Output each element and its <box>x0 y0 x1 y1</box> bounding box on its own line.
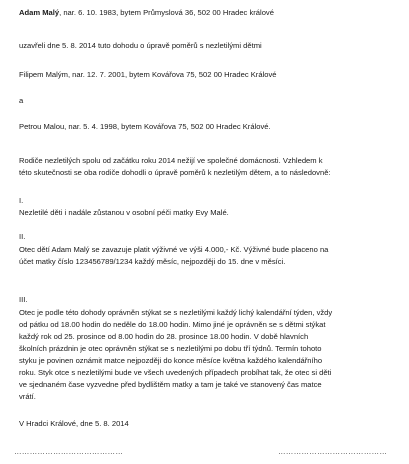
party-adam-line <box>19 8 274 18</box>
section-2-text: Otec dětí Adam Malý se zavazuje platit výživné ve výši 4.000,- Kč. Výživné bude placeno na <box>19 245 329 254</box>
section-3-text: od pátku od 18.00 hodin do neděle do 18.00 hodin. Mimo jiné je oprávněn se s dětmi stýkat <box>19 320 326 329</box>
child-petra-line: Petrou Malou, nar. 5. 4. 1998, bytem Kovářova 75, 502 00 Hradec Králové. <box>19 122 271 131</box>
party-adam-details: , nar. 6. 10. 1983, bytem Průmyslová 36, 502 00 Hradec králové <box>59 8 274 17</box>
section-3-text: roku. Styk otce s nezletilými bude ve všech uvedených případech probíhat tak, že otec si děti <box>19 368 332 377</box>
section-2-text: účet matky číslo 123456789/1234 každý měsíc, nejpozději do 15. dne v měsíci. <box>19 257 286 266</box>
section-3-text: ve sjednaném čase vyzvedne před bydlištěm matky a tam je také ve stanovený čas matce <box>19 380 322 389</box>
child-filip-line: Filipem Malým, nar. 12. 7. 2001, bytem Kovářova 75, 502 00 Hradec Králové <box>19 70 277 79</box>
section-3-numeral: III. <box>19 295 28 304</box>
signature-line-right: …………………………………… <box>278 447 388 456</box>
section-1-text: Nezletilé děti i nadále zůstanou v osobní péči matky Evy Malé. <box>19 208 229 217</box>
section-3-text: každý rok od 25. prosince od 8.00 hodin do 28. prosince 18.00 hodin. V době hlavních <box>19 332 309 341</box>
section-3-text: Otec je podle této dohody oprávněn stýkat se s nezletilými každý lichý kalendářní týden, vždy <box>19 308 333 317</box>
section-2-numeral: II. <box>19 232 26 241</box>
place-and-date: V Hradci Králové, dne 5. 8. 2014 <box>19 419 129 428</box>
party-adam-name: Adam Malý <box>19 8 60 17</box>
section-1-numeral: I. <box>19 196 24 205</box>
preamble-line: této skutečnosti se oba rodiče dohodli o úpravě poměrů k nezletilým dětem, a to následovně: <box>19 168 331 177</box>
section-3-text: vrátí. <box>19 392 36 401</box>
preamble-line: Rodiče nezletilých spolu od začátku roku 2014 nežijí ve společné domácnosti. Vzhledem k <box>19 156 323 165</box>
conjunction: a <box>19 96 24 105</box>
signature-line-left: …………………………………… <box>14 447 124 456</box>
agreement-intro: uzavřeli dne 5. 8. 2014 tuto dohodu o úpravě poměrů s nezletilými dětmi <box>19 41 262 50</box>
section-3-text: styku je povinen oznámit matce nejpozději do konce měsíce května každého kalendářního <box>19 356 323 365</box>
section-3-text: školních prázdnin je otec oprávněn stýkat se s nezletilými po dobu tří týdnů. Termín tohoto <box>19 344 322 353</box>
